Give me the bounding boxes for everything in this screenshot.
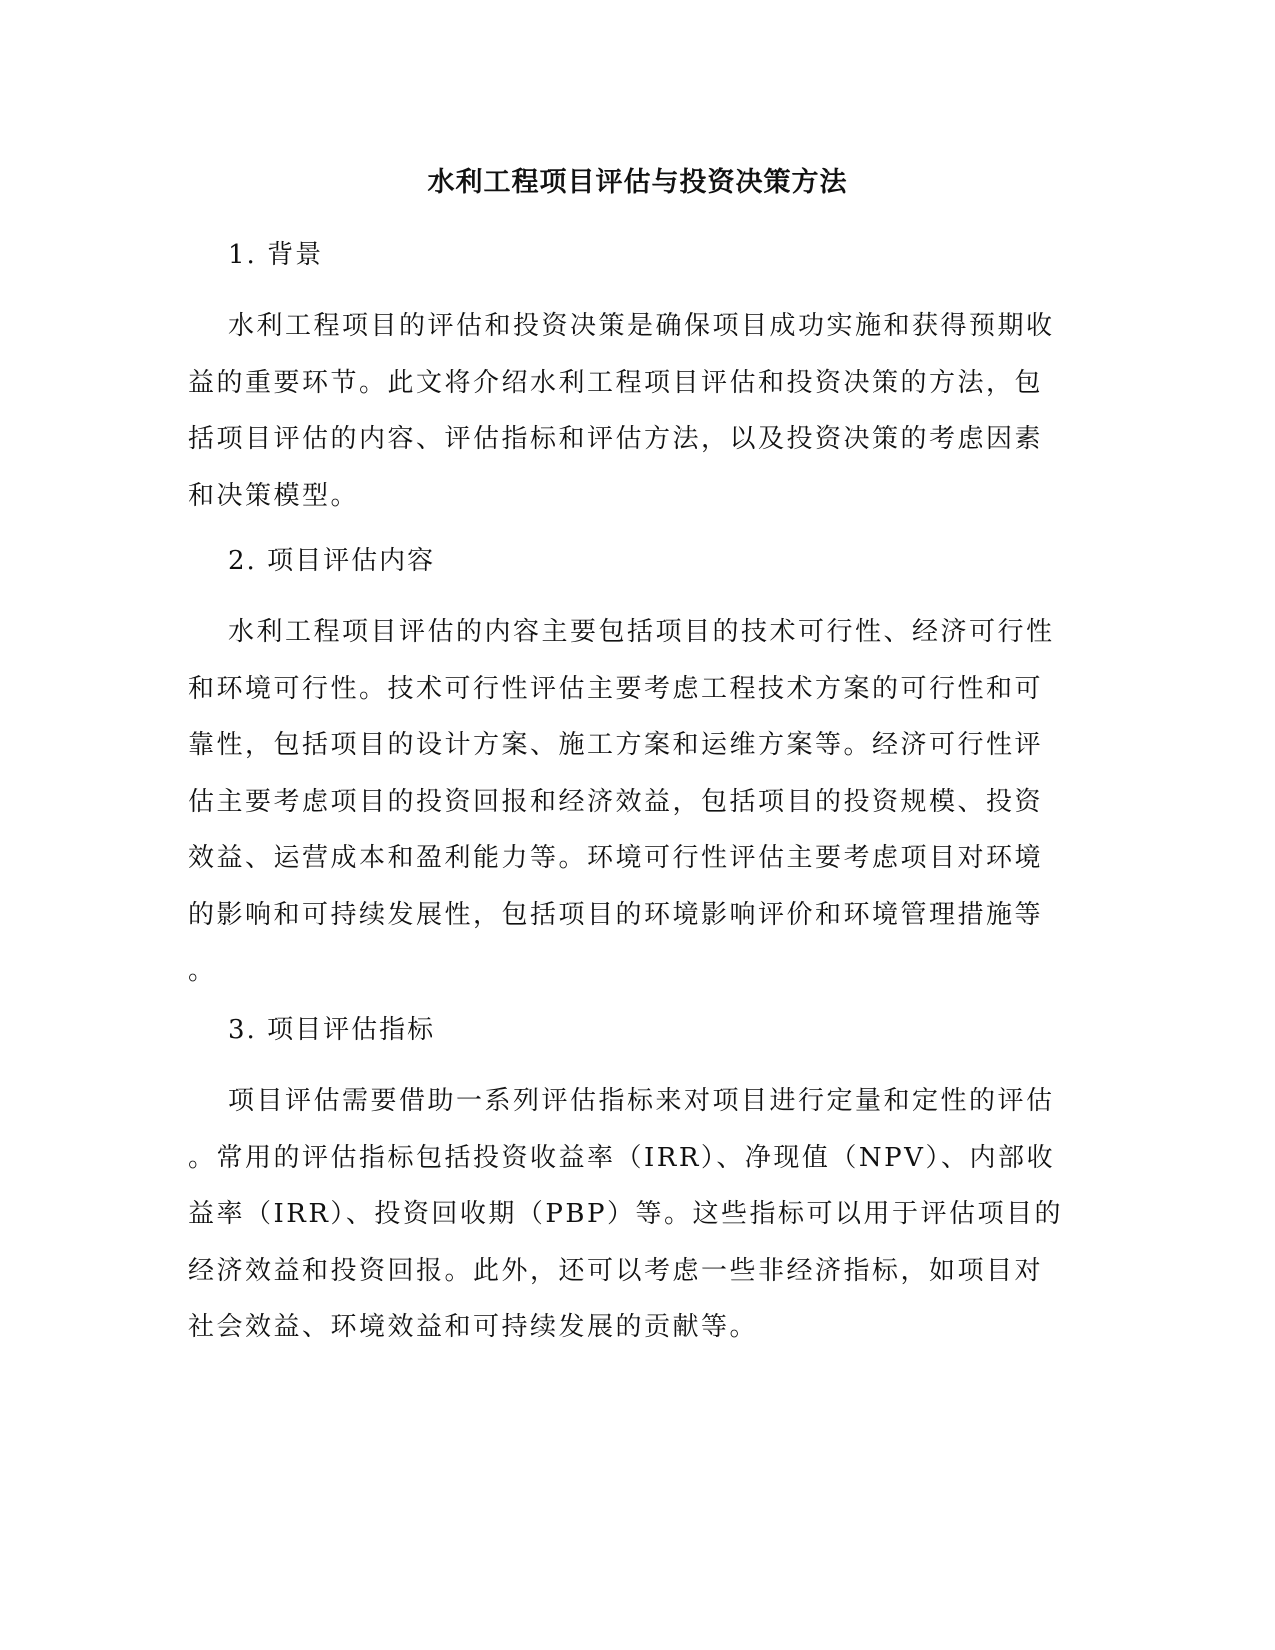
paragraph-line: 社会效益、环境效益和可持续发展的贡献等。 — [188, 1312, 759, 1342]
section-heading-background: 1. 背景 — [228, 240, 324, 270]
section-heading-evaluation-content: 2. 项目评估内容 — [228, 546, 436, 576]
paragraph-line: 益率（IRR）、投资回收期（PBP）等。这些指标可以用于评估项目的 — [188, 1199, 1064, 1229]
paragraph-line: 。 — [188, 956, 217, 986]
section-paragraph-evaluation-content — [188, 604, 1088, 1000]
paragraph-line: 估主要考虑项目的投资回报和经济效益，包括项目的投资规模、投资 — [188, 786, 1044, 817]
paragraph-line: 效益、运营成本和盈利能力等。环境可行性评估主要考虑项目对环境 — [188, 843, 1044, 873]
paragraph-line: 项目评估需要借助一系列评估指标来对项目进行定量和定性的评估 — [228, 1086, 1055, 1116]
paragraph-line: 和环境可行性。技术可行性评估主要考虑工程技术方案的可行性和可 — [188, 673, 1044, 704]
paragraph-line: 和决策模型。 — [188, 480, 360, 511]
paragraph-line: 靠性，包括项目的设计方案、施工方案和运维方案等。经济可行性评 — [188, 730, 1044, 760]
paragraph-line: 括项目评估的内容、评估指标和评估方法，以及投资决策的考虑因素 — [188, 424, 1044, 454]
section-paragraph-background — [188, 298, 1088, 524]
paragraph-line: 益的重要环节。此文将介绍水利工程项目评估和投资决策的方法，包 — [188, 367, 1044, 398]
paragraph-line: 水利工程项目的评估和投资决策是确保项目成功实施和获得预期收 — [228, 311, 1055, 341]
paragraph-line: 的影响和可持续发展性，包括项目的环境影响评价和环境管理措施等 — [188, 899, 1044, 930]
paragraph-line: 水利工程项目评估的内容主要包括项目的技术可行性、经济可行性 — [228, 617, 1055, 647]
paragraph-line: 。常用的评估指标包括投资收益率（IRR）、净现值（NPV）、内部收 — [188, 1142, 1055, 1173]
section-heading-evaluation-indicators: 3. 项目评估指标 — [228, 1015, 436, 1045]
document-title: 水利工程项目评估与投资决策方法 — [427, 167, 848, 198]
paragraph-line: 经济效益和投资回报。此外，还可以考虑一些非经济指标，如项目对 — [188, 1255, 1044, 1286]
section-paragraph-evaluation-indicators — [188, 1073, 1088, 1356]
